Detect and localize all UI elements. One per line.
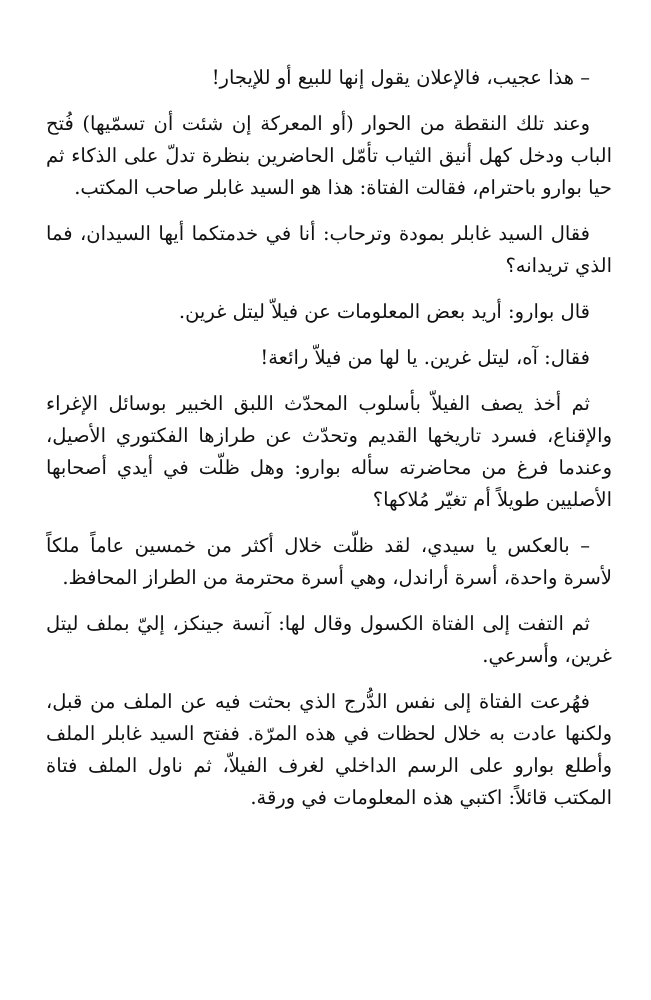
paragraph-gabler-greeting: فقال السيد غابلر بمودة وترحاب: أنا في خدمتكما أيها السيدان، فما الذي تريدانه؟ (46, 222, 612, 277)
paragraph-poirot-request: قال بوارو: أريد بعض المعلومات عن فيلاّ ليتل غرين. (178, 300, 590, 323)
paragraph-miss-jenkins: ثم التفت إلى الفتاة الكسول وقال لها: آنسة جينكز، إليّ بملف ليتل غرين، وأسرعي. (46, 612, 612, 667)
document-page (46, 62, 612, 828)
paragraph-gabler-reply: فقال: آه، ليتل غرين. يا لها من فيلاّ رائعة! (260, 346, 590, 369)
paragraph-dialog-ad: – هذا عجيب، فالإعلان يقول إنها للبيع أو للإيجار! (211, 66, 590, 89)
paragraph-file-retrieved: فهُرعت الفتاة إلى نفس الدُّرج الذي بحثت فيه عن الملف من قبل، ولكنها عادت به خلال لحظات في هذه المرّة. ففتح السيد غابلر الملف وأطلع بوارو على الرسم الداخلي لغرف الفيلاّ، ثم ناول الملف فتاة المكتب قائلاً: اكتبي هذه المعلومات في ورقة. (46, 690, 612, 809)
paragraph-owners-answer: – بالعكس يا سيدي، لقد ظلّت خلال أكثر من خمسين عاماً ملكاً لأسرة واحدة، أسرة أراندل، وهي أسرة محترمة من الطراز المحافظ. (46, 534, 612, 589)
paragraph-door-opens: وعند تلك النقطة من الحوار (أو المعركة إن شئت أن تسمّيها) فُتح الباب ودخل كهل أنيق الثياب تأمّل الحاضرين بنظرة تدلّ على الذكاء ثم حيا بوارو باحترام، فقالت الفتاة: هذا هو السيد غابلر صاحب المكتب. (46, 112, 612, 199)
paragraph-villa-description: ثم أخذ يصف الفيلاّ بأسلوب المحدّث اللبق الخبير بوسائل الإغراء والإقناع، فسرد تاريخها القديم وتحدّث عن طرازها الفكتوري الأصيل، وعندما فرغ من محاضرته سأله بوارو: وهل ظلّت في أيدي أصحابها الأصليين طويلاً أم تغيّر مُلاكها؟ (46, 392, 612, 511)
